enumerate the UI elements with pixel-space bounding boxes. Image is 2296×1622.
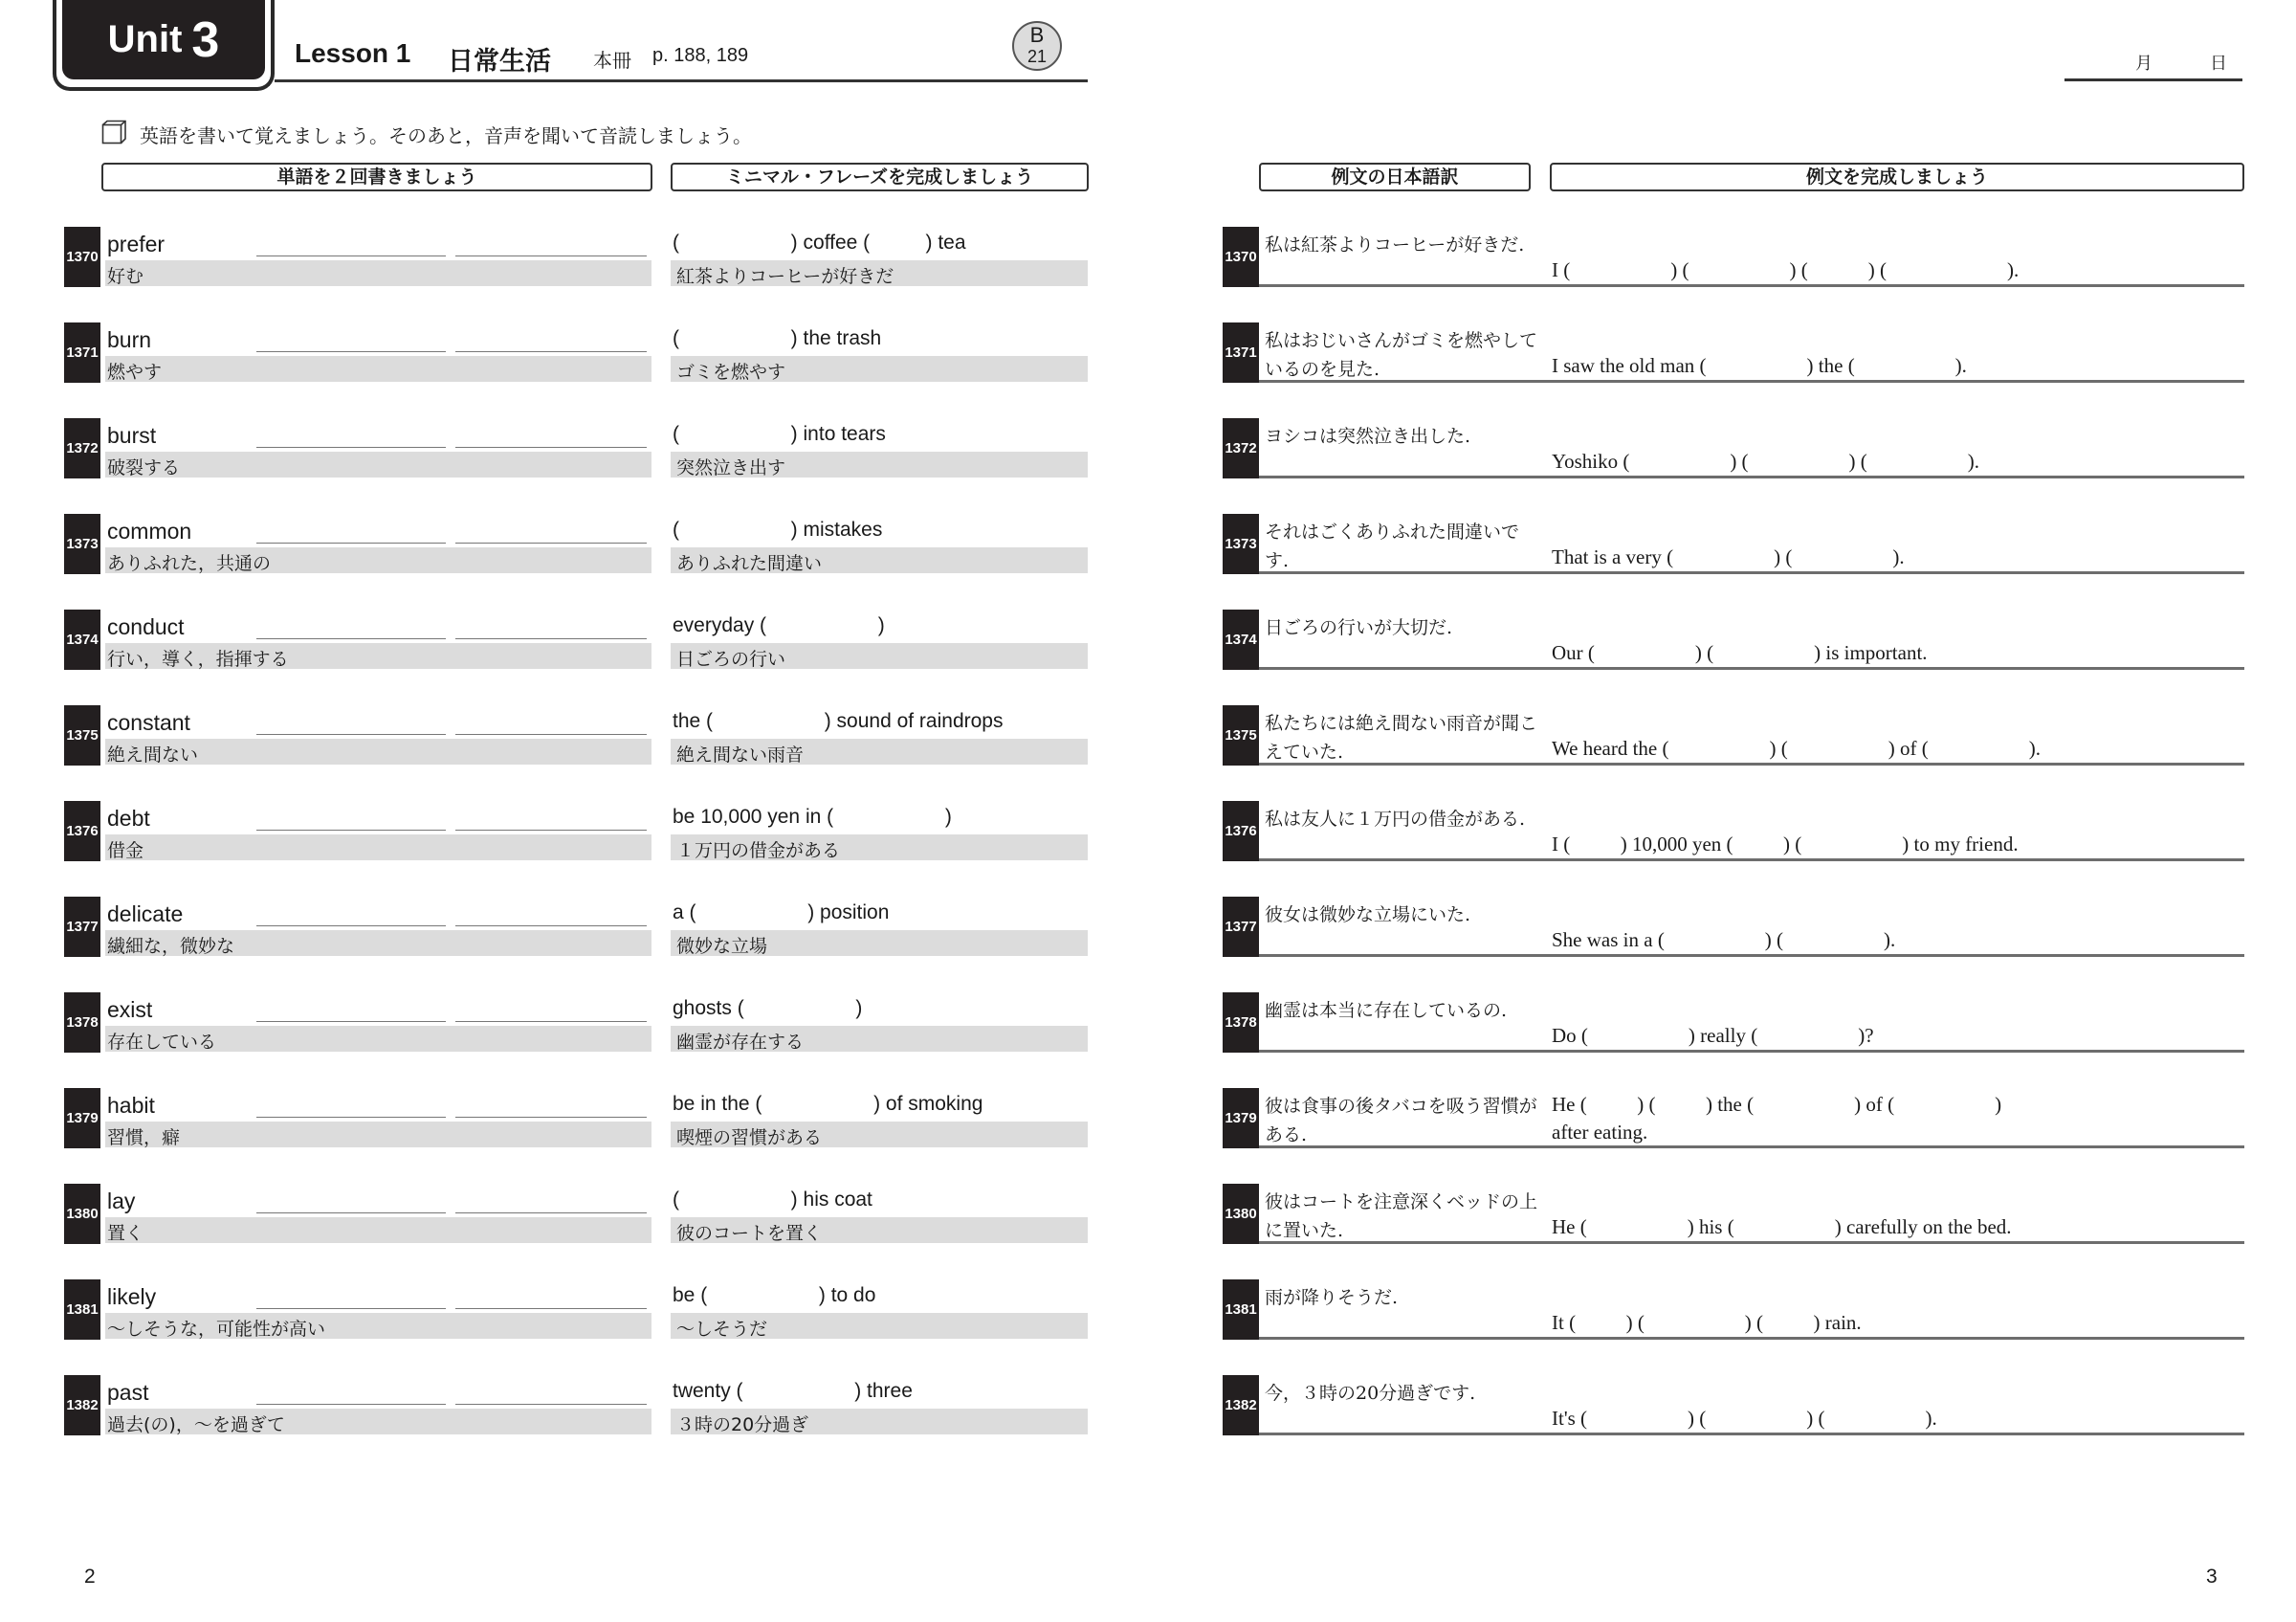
example-translation: ヨシコは突然泣き出した.	[1265, 426, 1471, 447]
example-translation: 私は紅茶よりコーヒーが好きだ.	[1265, 234, 1525, 256]
entry-number: 1375	[64, 705, 100, 766]
unit-number: 3	[191, 11, 220, 68]
headword: likely	[107, 1284, 157, 1309]
column-header-write-twice: 単語を２回書きましょう	[101, 163, 652, 191]
headword: habit	[107, 1093, 155, 1118]
headword: debt	[107, 806, 150, 831]
minimal-phrase-translation: 微妙な立場	[676, 936, 768, 957]
entry-number: 1370	[1223, 227, 1259, 287]
headword-meaning: 存在している	[107, 1032, 217, 1053]
unit-badge	[62, 0, 265, 79]
write-blank-1[interactable]	[256, 830, 446, 831]
example-sentence[interactable]: We heard the ( ) ( ) of ( ).	[1552, 737, 2041, 760]
example-translation: 私はおじいさんがゴミを燃やしているのを見た.	[1265, 330, 1538, 380]
example-translation: 今，３時の20分過ぎです.	[1265, 1383, 1476, 1404]
headword-meaning: 破裂する	[107, 457, 181, 478]
minimal-phrase-translation: 喫煙の習慣がある	[676, 1127, 823, 1148]
date-day-label: 日	[2210, 54, 2227, 74]
write-blank-1[interactable]	[256, 1117, 446, 1118]
entry-number: 1376	[64, 801, 100, 861]
unit-word: Unit	[107, 18, 183, 60]
minimal-phrase-translation: １万円の借金がある	[676, 840, 841, 861]
entry-number: 1374	[64, 610, 100, 670]
headword: prefer	[107, 232, 166, 256]
example-sentence-continued: after eating.	[1552, 1121, 1648, 1144]
example-sentence[interactable]: I ( ) ( ) ( ) ( ).	[1552, 258, 2020, 281]
sentence-underline	[1259, 476, 2244, 478]
minimal-phrase-translation: 絶え間ない雨音	[676, 744, 805, 766]
example-sentence[interactable]: He ( ) his ( ) carefully on the bed.	[1552, 1215, 2012, 1238]
entry-number: 1381	[64, 1279, 100, 1340]
header-rule	[275, 79, 1088, 82]
sentence-underline	[1259, 1433, 2244, 1435]
minimal-phrase[interactable]: be in the ( ) of smoking	[673, 1093, 983, 1115]
write-blank-2[interactable]	[455, 1404, 647, 1405]
write-blank-2[interactable]	[455, 638, 647, 639]
headword-meaning: 絶え間ない	[107, 744, 199, 766]
minimal-phrase[interactable]: ( ) coffee ( ) tea	[673, 232, 966, 254]
entry-number: 1371	[64, 322, 100, 383]
minimal-phrase[interactable]: ( ) into tears	[673, 423, 886, 445]
checkbox-icon[interactable]	[101, 120, 126, 144]
minimal-phrase[interactable]: twenty ( ) three	[673, 1380, 913, 1402]
minimal-phrase[interactable]: ( ) mistakes	[673, 519, 883, 541]
unit-tab	[53, 0, 275, 91]
entry-number: 1377	[1223, 897, 1259, 957]
entry-number: 1370	[64, 227, 100, 287]
write-blank-2[interactable]	[455, 1308, 647, 1309]
headword-meaning: ありふれた，共通の	[107, 553, 272, 574]
entry-number: 1375	[1223, 705, 1259, 766]
minimal-phrase-translation: 彼のコートを置く	[676, 1223, 823, 1244]
minimal-phrase-translation: ３時の20分過ぎ	[676, 1414, 809, 1435]
write-blank-1[interactable]	[256, 638, 446, 639]
write-blank-2[interactable]	[455, 734, 647, 735]
example-sentence[interactable]: He ( ) ( ) the ( ) of ( )	[1552, 1093, 2002, 1116]
headword: common	[107, 519, 192, 544]
write-blank-1[interactable]	[256, 1308, 446, 1309]
entry-number: 1378	[64, 992, 100, 1053]
entry-number: 1382	[1223, 1375, 1259, 1435]
write-blank-2[interactable]	[455, 830, 647, 831]
headword-meaning: 燃やす	[107, 362, 163, 383]
minimal-phrase-translation: 紅茶よりコーヒーが好きだ	[676, 266, 894, 287]
date-field[interactable]	[2064, 78, 2242, 81]
minimal-phrase[interactable]: ghosts ( )	[673, 997, 863, 1019]
example-translation: 彼は食事の後タバコを吸う習慣がある.	[1265, 1096, 1537, 1145]
entry-number: 1374	[1223, 610, 1259, 670]
entry-number: 1380	[1223, 1184, 1259, 1244]
meaning-band	[105, 1122, 651, 1147]
example-translation: 私たちには絶え間ない雨音が聞こえていた.	[1265, 713, 1538, 763]
example-sentence[interactable]: That is a very ( ) ( ).	[1552, 545, 1905, 568]
write-blank-1[interactable]	[256, 351, 446, 352]
meaning-band	[105, 1217, 651, 1243]
entry-number: 1378	[1223, 992, 1259, 1053]
minimal-phrase-translation: 幽霊が存在する	[676, 1032, 805, 1053]
write-blank-2[interactable]	[455, 1212, 647, 1213]
minimal-phrase[interactable]: a ( ) position	[673, 901, 890, 923]
minimal-phrase-translation: 日ごろの行い	[676, 649, 786, 670]
sentence-underline	[1259, 667, 2244, 670]
headword: lay	[107, 1189, 136, 1213]
example-translation: 日ごろの行いが大切だ.	[1265, 617, 1453, 638]
meaning-band	[105, 834, 651, 860]
minimal-phrase-translation: ゴミを燃やす	[676, 362, 786, 383]
headword: constant	[107, 710, 190, 735]
instruction-text: 英語を書いて覚えましょう。そのあと，音声を聞いて音読しましょう。	[140, 124, 752, 147]
minimal-phrase[interactable]: ( ) his coat	[673, 1189, 872, 1211]
write-blank-2[interactable]	[455, 543, 647, 544]
headword-meaning: 繊細な，微妙な	[107, 936, 235, 957]
write-blank-2[interactable]	[455, 1117, 647, 1118]
minimal-phrase[interactable]: ( ) the trash	[673, 327, 882, 349]
headword-meaning: 過去(の)，～を過ぎて	[107, 1414, 285, 1435]
entry-number: 1373	[1223, 514, 1259, 574]
entry-number: 1376	[1223, 801, 1259, 861]
write-blank-1[interactable]	[256, 734, 446, 735]
headword-meaning: 行い，導く，指揮する	[107, 649, 289, 670]
entry-number: 1380	[64, 1184, 100, 1244]
write-blank-1[interactable]	[256, 1404, 446, 1405]
example-translation: 幽霊は本当に存在しているの.	[1265, 1000, 1508, 1021]
meaning-band	[105, 356, 651, 382]
sentence-underline	[1259, 1337, 2244, 1340]
write-blank-2[interactable]	[455, 1021, 647, 1022]
example-sentence[interactable]: Do ( ) really ( )?	[1552, 1024, 1874, 1047]
example-translation: 彼はコートを注意深くベッドの上に置いた.	[1265, 1191, 1538, 1241]
textbook-ref-pages: p. 188, 189	[652, 45, 749, 66]
headword: past	[107, 1380, 149, 1405]
column-header-minimal-phrase: ミニマル・フレーズを完成しましょう	[671, 163, 1089, 191]
headword: burst	[107, 423, 157, 448]
headword-meaning: 習慣，癖	[107, 1127, 181, 1148]
sentence-underline	[1259, 1050, 2244, 1053]
headword: conduct	[107, 614, 185, 639]
entry-number: 1372	[64, 418, 100, 478]
write-blank-1[interactable]	[256, 447, 446, 448]
write-blank-1[interactable]	[256, 925, 446, 926]
page-number-right: 3	[2206, 1566, 2218, 1588]
write-blank-1[interactable]	[256, 1021, 446, 1022]
example-sentence[interactable]: I saw the old man ( ) the ( ).	[1552, 354, 1967, 377]
meaning-band	[105, 260, 651, 286]
write-blank-1[interactable]	[256, 1212, 446, 1213]
date-month-label: 月	[2135, 54, 2152, 74]
minimal-phrase-translation: ～しそうだ	[676, 1319, 768, 1340]
headword: exist	[107, 997, 153, 1022]
example-translation: それはごくありふれた間違いです.	[1265, 522, 1520, 571]
column-header-translation: 例文の日本語訳	[1259, 163, 1531, 191]
sentence-underline	[1259, 858, 2244, 861]
example-sentence[interactable]: Yoshiko ( ) ( ) ( ).	[1552, 450, 1980, 473]
example-translation: 彼女は微妙な立場にいた.	[1265, 904, 1471, 925]
lesson-title: 日常生活	[448, 47, 551, 77]
example-sentence[interactable]: Our ( ) ( ) is important.	[1552, 641, 1928, 664]
minimal-phrase[interactable]: the ( ) sound of raindrops	[673, 710, 1004, 732]
example-sentence[interactable]: I ( ) 10,000 yen ( ) ( ) to my friend.	[1552, 833, 2019, 855]
entry-number: 1379	[1223, 1088, 1259, 1148]
entry-number: 1377	[64, 897, 100, 957]
headword-meaning: 借金	[107, 840, 144, 861]
level-number: 21	[1027, 47, 1048, 66]
minimal-phrase[interactable]: everyday ( )	[673, 614, 885, 636]
write-blank-2[interactable]	[455, 351, 647, 352]
entry-number: 1379	[64, 1088, 100, 1148]
headword: delicate	[107, 901, 184, 926]
level-letter: B	[1029, 23, 1045, 47]
entry-number: 1373	[64, 514, 100, 574]
minimal-phrase[interactable]: be ( ) to do	[673, 1284, 876, 1306]
example-sentence[interactable]: It's ( ) ( ) ( ).	[1552, 1407, 1937, 1430]
page-number-left: 2	[84, 1566, 96, 1588]
example-sentence[interactable]: She was in a ( ) ( ).	[1552, 928, 1896, 951]
meaning-band	[105, 452, 651, 478]
entry-number: 1372	[1223, 418, 1259, 478]
lesson-label: Lesson 1	[295, 38, 411, 68]
entry-number: 1381	[1223, 1279, 1259, 1340]
example-translation: 私は友人に１万円の借金がある.	[1265, 809, 1526, 830]
headword-meaning: 好む	[107, 266, 144, 287]
minimal-phrase-translation: 突然泣き出す	[676, 457, 786, 478]
level-badge	[1012, 21, 1062, 71]
minimal-phrase[interactable]: be 10,000 yen in ( )	[673, 806, 952, 828]
write-blank-1[interactable]	[256, 543, 446, 544]
entry-number: 1371	[1223, 322, 1259, 383]
example-sentence[interactable]: It ( ) ( ) ( ) rain.	[1552, 1311, 1862, 1334]
write-blank-2[interactable]	[455, 447, 647, 448]
entry-number: 1382	[64, 1375, 100, 1435]
sentence-underline	[1259, 284, 2244, 287]
example-translation: 雨が降りそうだ.	[1265, 1287, 1399, 1308]
write-blank-2[interactable]	[455, 925, 647, 926]
headword: burn	[107, 327, 152, 352]
column-header-complete-sentence: 例文を完成しましょう	[1550, 163, 2244, 191]
minimal-phrase-translation: ありふれた間違い	[676, 553, 823, 574]
headword-meaning: ～しそうな，可能性が高い	[107, 1319, 326, 1340]
textbook-ref-label: 本冊	[593, 49, 631, 72]
headword-meaning: 置く	[107, 1223, 144, 1244]
sentence-underline	[1259, 954, 2244, 957]
